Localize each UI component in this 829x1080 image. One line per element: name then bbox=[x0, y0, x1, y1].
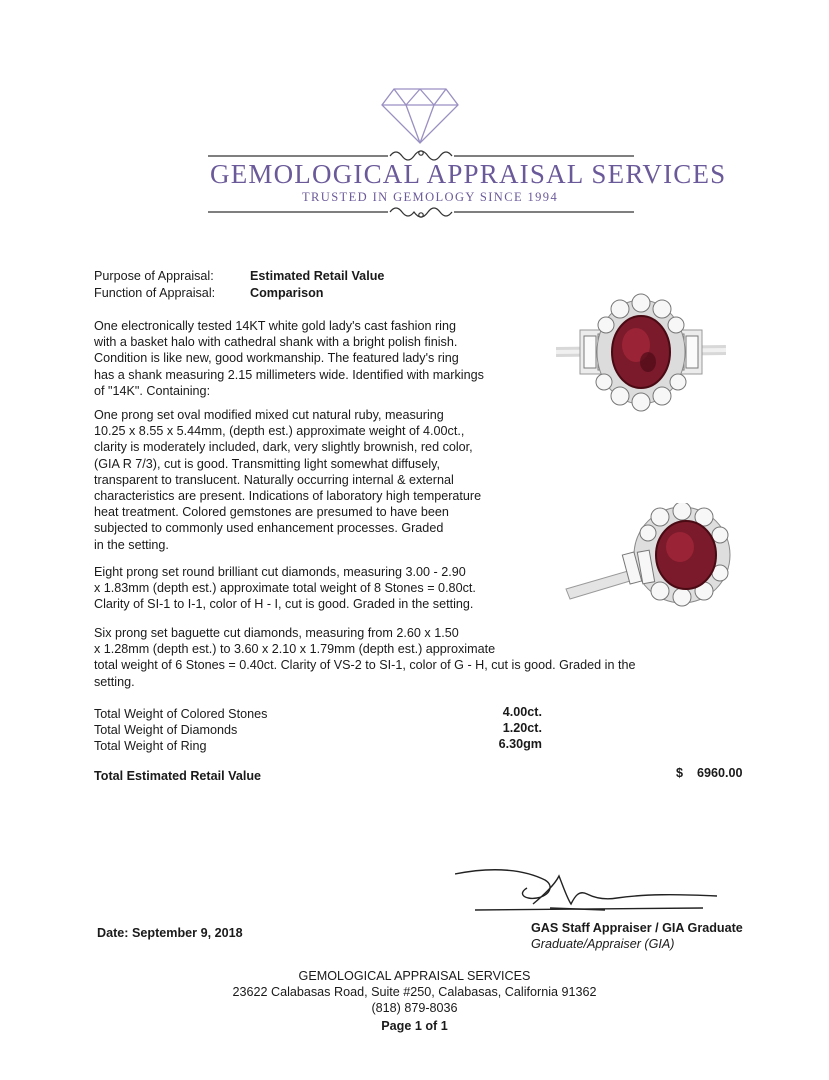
paragraph-line: with a basket halo with cathedral shank with a bright polish finish. bbox=[94, 335, 458, 350]
appraiser-subtitle: Graduate/Appraiser (GIA) bbox=[531, 937, 675, 951]
paragraph-line: characteristics are present. Indications of laboratory high temperature bbox=[94, 489, 482, 504]
diamond-icon bbox=[380, 85, 460, 147]
footer-address: 23622 Calabasas Road, Suite #250, Calabasas, California 91362 bbox=[232, 985, 597, 999]
total-label: Total Weight of Colored Stones bbox=[94, 707, 268, 721]
total-value: 6.30gm bbox=[498, 737, 542, 751]
ring-side-image bbox=[564, 503, 739, 608]
total-value: 4.00ct. bbox=[502, 705, 542, 719]
footer-company: GEMOLOGICAL APPRAISAL SERVICES bbox=[298, 969, 531, 983]
paragraph-line: Eight prong set round brilliant cut diamonds, measuring 3.00 - 2.90 bbox=[94, 565, 466, 579]
function-value: Comparison bbox=[250, 286, 324, 300]
total-label: Total Weight of Diamonds bbox=[94, 723, 238, 737]
company-tagline: TRUSTED IN GEMOLOGY SINCE 1994 bbox=[302, 190, 559, 204]
company-name: GEMOLOGICAL APPRAISAL SERVICES bbox=[210, 159, 727, 189]
appraiser-title: GAS Staff Appraiser / GIA Graduate bbox=[531, 921, 743, 935]
ornament-rule-bottom bbox=[208, 205, 634, 221]
currency-symbol: $ bbox=[676, 766, 684, 780]
ruby-description bbox=[94, 407, 481, 553]
appraisal-date: Date: September 9, 2018 bbox=[97, 926, 243, 940]
footer-phone: (818) 879-8036 bbox=[371, 1001, 458, 1015]
paragraph-line: setting. bbox=[94, 674, 135, 689]
baguette-diamonds-description bbox=[94, 625, 635, 690]
paragraph-line: x 1.83mm (depth est.) approximate total weight of 8 Stones = 0.80ct. bbox=[94, 581, 476, 596]
paragraph-line: of "14K". Containing: bbox=[94, 383, 211, 398]
retail-value-label: Total Estimated Retail Value bbox=[94, 769, 262, 783]
logo bbox=[200, 85, 727, 230]
paragraph-line: total weight of 6 Stones = 0.40ct. Clarity of VS-2 to SI-1, color of G - H, cut is good. Graded in the bbox=[94, 658, 636, 673]
page-number: Page 1 of 1 bbox=[381, 1019, 448, 1033]
paragraph-line: Condition is like new, good workmanship. The featured lady's ring bbox=[94, 351, 459, 366]
paragraph-line: subjected to commonly used enhancement processes. Graded bbox=[94, 521, 444, 536]
paragraph-line: x 1.28mm (depth est.) to 3.60 x 2.10 x 1.79mm (depth est.) approximate bbox=[94, 642, 496, 657]
round-diamonds-description bbox=[94, 564, 476, 613]
ring-top-image bbox=[556, 290, 726, 420]
purpose-label: Purpose of Appraisal: bbox=[94, 269, 214, 283]
paragraph-line: transparent to translucent. Naturally occurring internal & external bbox=[94, 472, 454, 487]
paragraph-line: 10.25 x 8.55 x 5.44mm, (depth est.) approximate weight of 4.00ct., bbox=[94, 424, 465, 439]
paragraph-line: has a shank measuring 2.15 millimeters wide. Identified with markings bbox=[94, 367, 484, 382]
paragraph-line: Clarity of SI-1 to I-1, color of H - I, cut is good. Graded in the setting. bbox=[94, 597, 474, 612]
total-value: 1.20ct. bbox=[502, 721, 542, 735]
paragraph-line: One electronically tested 14KT white gold lady's cast fashion ring bbox=[94, 319, 456, 333]
signature bbox=[455, 864, 750, 916]
paragraph-line: heat treatment. Colored gemstones are presumed to have been bbox=[94, 505, 449, 520]
purpose-value: Estimated Retail Value bbox=[250, 269, 385, 283]
retail-value-amount: 6960.00 bbox=[697, 766, 743, 780]
paragraph-line: clarity is moderately included, dark, very slightly brownish, red color, bbox=[94, 440, 473, 455]
paragraph-line: Six prong set baguette cut diamonds, measuring from 2.60 x 1.50 bbox=[94, 626, 459, 640]
paragraph-line: in the setting. bbox=[94, 537, 169, 552]
paragraph-line: (GIA R 7/3), cut is good. Transmitting light somewhat diffusely, bbox=[94, 456, 441, 471]
ring-description bbox=[94, 318, 484, 399]
total-label: Total Weight of Ring bbox=[94, 739, 207, 753]
paragraph-line: One prong set oval modified mixed cut natural ruby, measuring bbox=[94, 408, 444, 422]
function-label: Function of Appraisal: bbox=[94, 286, 216, 300]
